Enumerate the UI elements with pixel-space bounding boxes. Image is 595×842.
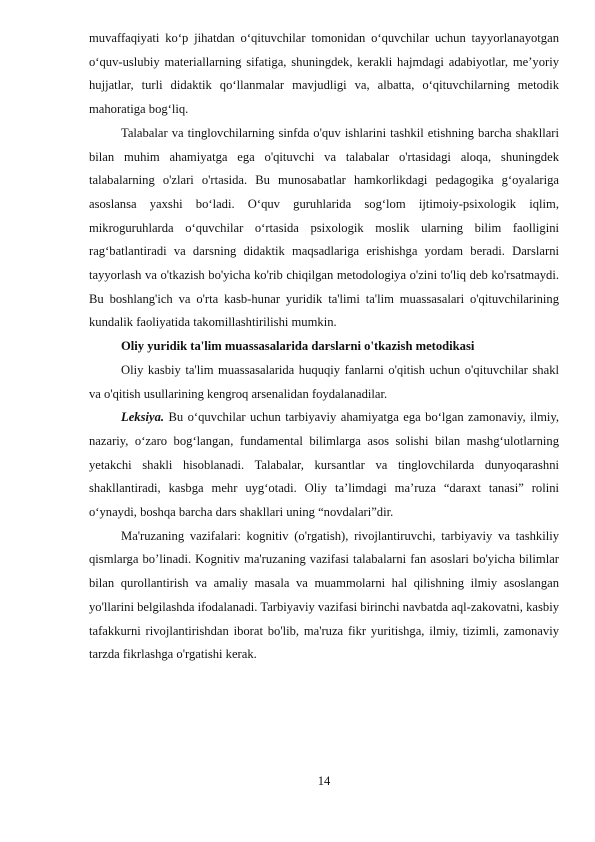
- paragraph-lecture: [89, 406, 559, 525]
- lecture-text: Bu o‘quvchilar uchun tarbiyaviy ahamiyatga ega bo‘lgan zamonaviy, ilmiy, nazariy, o‘zaro bog‘langan, fundamental bilimlarga asos solishi bilan mashg‘ulotlarning yetakchi shakli hisoblanadi. Talabalar, kursantlar va tinglovchilarda dunyoqarashni shakllantiradi, kasbga mehr uyg‘otadi. Oliy ta’limdagi ma’ruza “daraxt tanasi” rolini o‘ynaydi, boshqa barcha dars shakllari uning “novdalari”dir.: [89, 410, 559, 520]
- section-heading: Oliy yuridik ta'lim muassasalarida darslarni o'tkazish metodikasi: [121, 339, 475, 354]
- paragraph-lecture-functions: Ma'ruzaning vazifalari: kognitiv (o'rgatish), rivojlantiruvchi, tarbiyaviy va tashkiliy qismlarga bo’linadi. Kognitiv ma'ruzaning vazifasi talabalarni fan asoslari bo'yicha bilimlar bilan qurollantirish va amaliy masala va muammolarni hal qilishning ilmiy asoslangan yo'llarini belgilashda ifodalanadi. Tarbiyaviy vazifasi birinchi navbatda aql-zakovatni, kasbiy tafakkurni rivojlantirishdan iborat bo'lib, ma'ruza fikr yuritishga, ilmiy, tizimli, zamonaviy tarzda fikrlashga o'rgatishi kerak.: [89, 528, 559, 662]
- page-number: 14: [317, 774, 331, 788]
- lecture-term: Leksiya.: [121, 410, 165, 425]
- paragraph-continuation: muvaffaqiyati ko‘p jihatdan o‘qituvchilar tomonidan o‘quvchilar uchun tayyorlanayotgan o‘quv-uslubiy materiallarning sifatiga, shuningdek, kerakli hajmdagi adabiyotlar, me’yoriy hujjatlar, turli didaktik qo‘llanmalar mavjudligi va, albatta, o‘qituvchilarning metodik mahoratiga bog‘liq.: [89, 31, 559, 117]
- paragraph-class-organization: Talabalar va tinglovchilarning sinfda o'quv ishlarini tashkil etishning barcha shakllari bilan muhim ahamiyatga ega o'qituvchi va talabalar o'rtasidagi aloqa, shuningdek talabalarning o'zlari o'rtasida. Bu munosabatlar hamkorlikdagi pedagogika g‘oyalariga asoslansa yaxshi bo‘ladi. O‘quv guruhlarida sog‘lom ijtimoiy-psixologik iqlim, mikroguruhlarda o‘quvchilar o‘rtasida psixologik moslik ularning bilim faolligini rag‘batlantiradi va darsning didaktik maqsadlariga erishishga yordam beradi. Darslarni tayyorlash va o'tkazish bo'yicha ko'rib chiqilgan metodologiya o'zini to'liq deb ko'rsatmaydi. Bu boshlang'ich va o'rta kasb-hunar yuridik ta'limi ta'lim muassasalari o'qituvchilarining kundalik faoliyatida takomillashtirilishi mumkin.: [89, 125, 559, 330]
- paragraph-teaching-methods: Oliy kasbiy ta'lim muassasalarida huquqiy fanlarni o'qitish uchun o'qituvchilar shakl va o'qitish usullarining kengroq arsenalidan foydalanadilar.: [89, 362, 559, 401]
